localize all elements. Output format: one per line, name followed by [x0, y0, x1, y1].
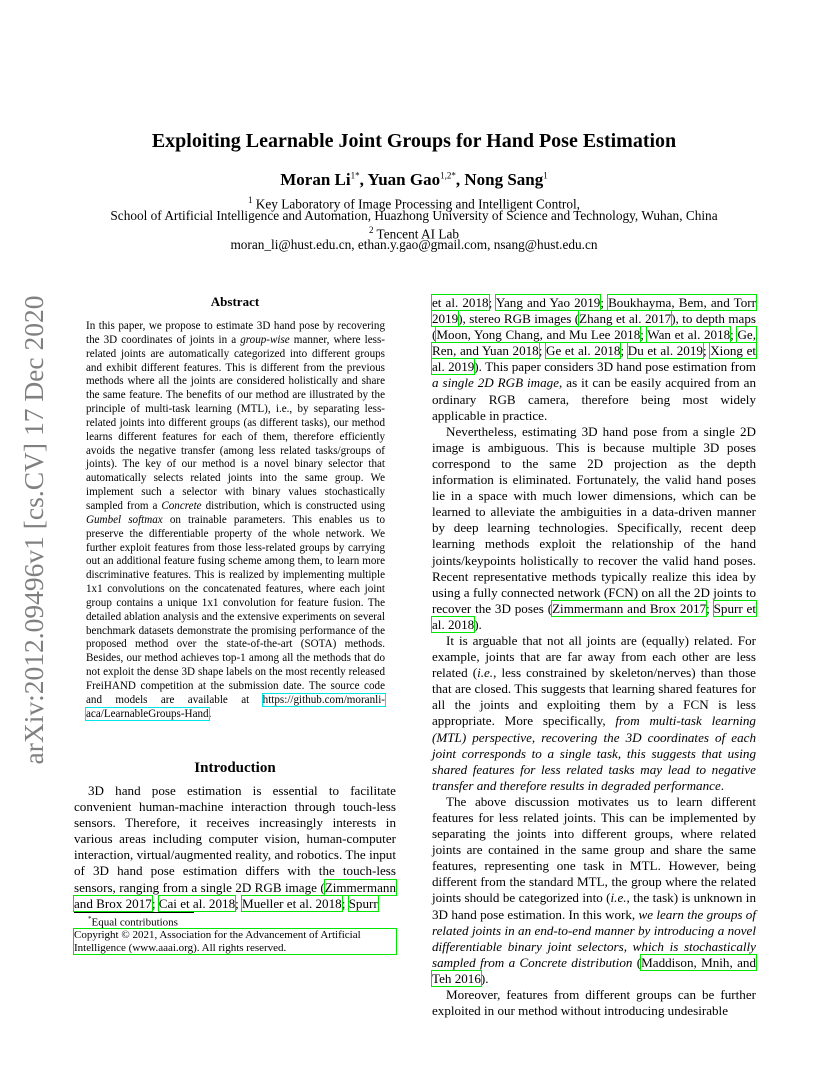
paragraph: Moreover, features from different groups can be further exploited in our method without introducing undesirable	[432, 987, 756, 1019]
copyright-notice[interactable]: Copyright © 2021, Association for the Advancement of Artificial Intelligence (www.aaai.org). All rights reserved.	[74, 929, 396, 954]
abstract-heading: Abstract	[210, 294, 260, 309]
affil-text: Tencent AI Lab	[376, 226, 460, 242]
paragraph: The above discussion motivates us to learn different features for less related joints. This can be implemented by separating the joints into different groups, where related joints are contained in the same group and share the same features, representing one task in MTL. However, being different from the standard MTL, the group where the related joints should be categorized into (i.e., the task) is unknown in 3D hand pose estimation. In this work, we learn the groups of related joints in an end-to-end manner by introducing a novel differentiable binary joint selectors, which is stochastically sampled from a Concrete distribution (Maddison, Mnih, and Teh 2016).	[432, 793, 756, 986]
citation-link[interactable]: et al. 2018	[432, 295, 489, 310]
author-sup: 1	[543, 170, 548, 181]
author-sup: 1*	[350, 170, 360, 181]
affil-sup: 1	[247, 195, 253, 205]
paragraph: Nevertheless, estimating 3D hand pose from a single 2D image is ambiguous. This is because multiple 3D poses correspond to the same 2D projection as the depth information is eliminated. Fortunately, the valid hand poses lie in a space with much lower dimensions, which can be learned to alleviate the ambiguities in a data-driven manner by deep learning technologies. Specifically, recent deep learning methods exploit the relationship of the hand joints/keypoints holistically to recover the valid hand poses. Recent representative methods typically realize this idea by using a fully connected network (FCN) on all the 2D joints to recover the 3D poses (Zimmermann and Brox 2017; Spurr et al. 2018).	[432, 423, 756, 632]
citation-link[interactable]: Cai et al. 2018	[158, 895, 236, 911]
paragraph: It is arguable that not all joints are (equally) related. For example, joints that are far away from each other are less related (i.e., less constrained by skeleton/nerves) than those that are closed. This suggests that learning shared features for all the joints and exploiting them by a FCN is less appropriate. More specifically, from multi-task learning (MTL) perspective, recovering the 3D coordinates of each joint corresponds to a single task, this suggests that using shared features for less related tasks may lead to negative transfer and therefore results in degraded performance.	[432, 632, 756, 793]
footnote-equal: *Equal contributions	[88, 915, 178, 929]
author-emails: moran_li@hust.edu.cn, ethan.y.gao@gmail.com, nsang@hust.edu.cn	[230, 237, 598, 252]
citation-link[interactable]: Moon, Yong Chang, and Mu Lee 2018	[436, 327, 641, 343]
paper-title: Exploiting Learnable Joint Groups for Hand Pose Estimation	[151, 130, 677, 152]
affil-sup: 2	[368, 225, 374, 235]
citation-link[interactable]: Du et al. 2019	[627, 343, 703, 359]
author-sup: 1,2*	[440, 170, 456, 181]
citation-link[interactable]: Yang and Yao 2019	[495, 295, 601, 310]
citation-link[interactable]: Ge, Ren, and Yuan 2018	[432, 327, 756, 359]
citation-link[interactable]: Wan et al. 2018	[647, 327, 731, 343]
introduction-heading: Introduction	[194, 760, 276, 776]
citation-link[interactable]: Xiong et al. 2019	[432, 343, 757, 375]
author-name: Yuan Gao	[367, 170, 441, 189]
affil-text: Key Laboratory of Image Processing and Intelligent Control,	[255, 196, 581, 212]
citation-link[interactable]: Zimmermann and Brox 2017	[74, 879, 396, 911]
arxiv-id: arXiv:2012.09496v1 [cs.CV] 17 Dec 2020	[18, 295, 49, 765]
citation-link[interactable]: Ge et al. 2018	[546, 343, 621, 359]
arxiv-stamp	[16, 295, 52, 765]
citation-link[interactable]: Zhang et al. 2017	[579, 311, 672, 327]
affiliation-1-line2: School of Artificial Intelligence and Automation, Huazhong University of Science and Technology, Wuhan, China	[110, 208, 718, 223]
author-name: Moran Li	[280, 170, 351, 189]
intro-right-column	[432, 295, 756, 1019]
citation-link[interactable]: Spurr	[348, 895, 378, 911]
footnote	[74, 913, 398, 954]
citation-link[interactable]: Zimmermann and Brox 2017	[552, 600, 707, 616]
author-list: Moran $Li^{1*}$, Yuan Gao$^{1,2*}$, Nong Sang$^1$	[280, 170, 548, 189]
citation-link[interactable]: Spurr et al. 2018	[432, 600, 756, 632]
code-link[interactable]: https://github.com/moranli-aca/LearnableGroups-Hand	[86, 693, 385, 720]
citation-link[interactable]: Boukhayma, Bem, and Torr 2019	[432, 295, 756, 327]
paragraph: 3D hand pose estimation is essential to facilitate convenient human-machine interaction through touch-less sensors. Therefore, it receives increasingly interests in various areas including computer vision, human-computer interaction, virtual/augmented reality, and robotics. The input of 3D hand pose estimation differs with the touch-less sensors, ranging from a single 2D RGB image (Zimmermann and Brox 2017; Cai et al. 2018; Mueller et al. 2018; Spurr	[74, 783, 396, 911]
paragraph: et al. 2018; Yang and Yao 2019; Boukhayma, Bem, and Torr 2019), stereo RGB images (Zhang et al. 2017), to depth maps (Moon, Yong Chang, and Mu Lee 2018; Wan et al. 2018; Ge, Ren, and Yuan 2018; Ge et al. 2018; Du et al. 2019; Xiong et al. 2019). This paper considers 3D hand pose estimation from a single 2D RGB image, as it can be easily acquired from an ordinary RGB camera, therefore being most widely applicable in practice.	[432, 295, 757, 423]
citation-link[interactable]: Maddison, Mnih, and Teh 2016	[432, 954, 756, 986]
abstract-body: In this paper, we propose to estimate 3D hand pose by recovering the 3D coordinates of joints in a group-wise manner, where less-related joints are automatically categorized into different groups and exhibit different features. This is different from the previous methods where all the joints are considered holistically and share the same feature. The benefits of our method are illustrated by the principle of multi-task learning (MTL), i.e., by separating less-related joints into different groups (as different tasks), our method learns different features for each of them, therefore efficiently avoids the negative transfer (among less related tasks/groups of joints). The key of our method is a novel binary selector that automatically selects related joints into the same group. We implement such a selector with binary values stochastically sampled from a Concrete distribution, which is constructed using Gumbel softmax on trainable parameters. This enables us to preserve the differentiable property of the whole network. We further exploit features from those less-related groups by carrying out an additional feature fusing scheme among them, to learn more discriminative features. This is realized by implementing multiple 1x1 convolutions on the concatenated features, where each joint group contains a unique 1x1 convolution for feature fusion. The detailed ablation analysis and the extensive experiments on several benchmark datasets demonstrate the promising performance of the proposed method over the state-of-the-art (SOTA) methods. Besides, our method achieves top-1 among all the methods that do not exploit the dense 3D shape labels on the most recently released FreiHAND competition at the submission date. The source code and models are available at https://github.com/moranli-aca/LearnableGroups-Hand.	[86, 320, 386, 720]
author-name: Nong Sang	[464, 170, 544, 189]
intro-left-column	[74, 783, 396, 912]
citation-link[interactable]: Mueller et al. 2018	[242, 895, 342, 911]
